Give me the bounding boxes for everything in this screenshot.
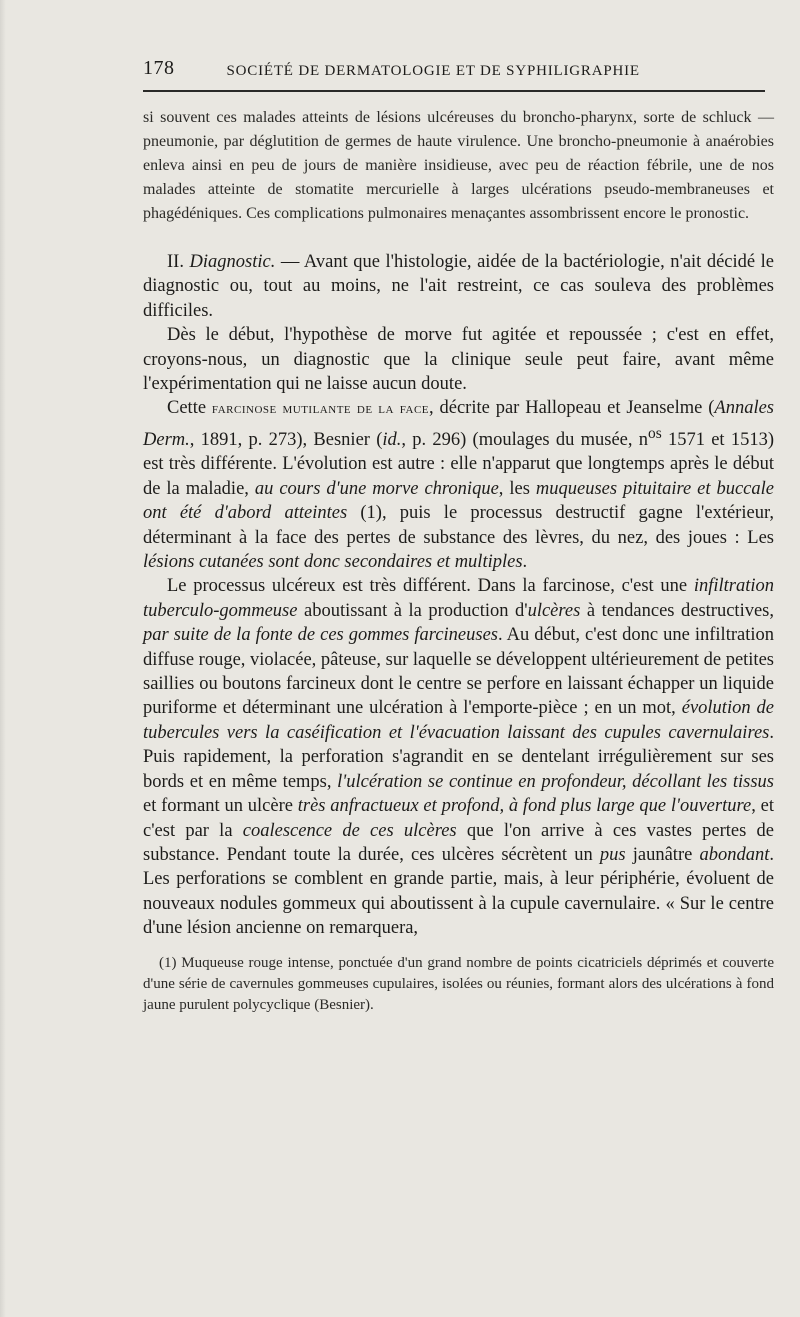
small-caps-term: farcinose mutilante de la face: [211, 400, 430, 418]
italic-phrase: infiltration tuberculo-gommeuse: [143, 576, 774, 621]
italic-phrase: très anfractueux et profond, à fond plus large que l'ouverture: [297, 796, 752, 817]
intro-paragraph: si souvent ces malades atteints de lésions ulcéreuses du broncho-pharynx, sorte de schluck — pneumonie, par déglutition de germes de haute virulence. Une broncho-pneumonie à anaérobies enleva ainsi en peu de jours de manière insidieuse, avec peu de réaction fébrile, une de nos malades atteinte de stomatite mercurielle à larges ulcérations pseudo-membraneuses et phagédéniques. Ces complications pulmonaires menaçantes assombrissent encore le pronostic.: [143, 109, 774, 222]
section-title: Diagnostic.: [189, 252, 276, 272]
italic-phrase: pus: [599, 844, 626, 865]
italic-phrase: par suite de la fonte de ces gommes farcineuses: [143, 625, 498, 646]
text-run: , et c'est par la: [143, 796, 774, 841]
text-run: (1), puis le processus destructif gagne l'extérieur, déterminant à la face des pertes de substance des lèvres, du nez, des joues : Les: [143, 503, 774, 548]
text-run: , les: [498, 478, 536, 499]
italic-phrase: évolution de tubercules vers la caséification et l'évacuation laissant des cupules cavernulaires: [143, 698, 774, 743]
text-run: et formant un ulcère: [143, 796, 298, 817]
section-number: II.: [167, 252, 184, 272]
text-run: aboutissant à la production d': [297, 600, 528, 621]
paragraph-des-le-debut: Dès le début, l'hypothèse de morve fut agitée et repoussée ; c'est en effet, croyons-nous, un diagnostic que la clinique seule peut faire, avant même l'expérimentation qui ne laisse aucun doute.: [143, 325, 774, 395]
text-run: . Les perforations se comblent en grande partie, mais, à leur périphérie, évoluent de nouveaux nodules gommeux qui aboutissent à la cupule cavernulaire. « Sur le centre d'une lésion ancienne on remarquera,: [143, 844, 774, 939]
italic-phrase: abondant: [699, 844, 770, 865]
italic-phrase: coalescence de ces ulcères: [242, 820, 457, 841]
citation-journal: Annales Derm.: [143, 398, 774, 450]
page-number: 178: [143, 57, 175, 79]
italic-phrase: ulcères: [527, 600, 581, 621]
page-header: [143, 50, 774, 80]
text-run: 1571 et 1513) est très différente. L'évolution est autre : elle n'apparut que longtemps après le début de la maladie,: [143, 430, 774, 499]
text-run: jaunâtre: [625, 844, 700, 865]
italic-phrase: l'ulcération se continue en profondeur, décollant les tissus: [337, 771, 774, 792]
italic-phrase: au cours d'une morve chronique: [254, 478, 499, 499]
text-run: à tendances destructives,: [580, 600, 774, 621]
section-lead: — Avant que l'histologie, aidée de la bactériologie, n'ait décidé le diagnostic ou, tout au moins, ne l'ait restreint, ce cas souleva des problèmes difficiles.: [143, 252, 775, 321]
text-run: que l'on arrive à ces vastes pertes de substance. Pendant toute la durée, ces ulcères sécrètent un: [143, 820, 774, 865]
header-rule: [143, 90, 765, 92]
text-run: Cette: [167, 398, 212, 419]
text-run: , p. 296) (moulages du musée, n: [401, 430, 649, 450]
italic-phrase: muqueuses pituitaire et buccale ont été d'abord atteintes: [143, 478, 774, 524]
text-run: Le processus ulcéreux est très différent. Dans la farcinose, c'est une: [167, 576, 694, 597]
text-run: , 1891, p. 273), Besnier (: [189, 430, 383, 450]
section-diagnostic-paragraph: [143, 250, 774, 323]
text-run: . Au début, c'est donc une infiltration diffuse rouge, violacée, pâteuse, sur laquelle se développent ultérieurement de petites saillies ou boutons farcineux dont le centre se perfore en laissant échapper un liquide puriforme et déterminant une ulcération à l'emporte-pièce ; en un mot,: [143, 625, 774, 719]
paragraph-processus: [143, 574, 774, 940]
paragraph-farcinose: [143, 396, 774, 574]
text-run: . Puis rapidement, la perforation s'agrandit en se dentelant irrégulièrement sur ses bords et en même temps,: [143, 722, 774, 792]
citation-ibid: id.: [382, 430, 402, 450]
italic-phrase: lésions cutanées sont donc secondaires et multiples: [143, 552, 523, 573]
superscript: os: [648, 424, 662, 442]
text-run: , décrite par Hallopeau et Jeanselme (: [429, 398, 715, 419]
text-run: .: [522, 552, 528, 573]
running-title: SOCIÉTÉ DE DERMATOLOGIE ET DE SYPHILIGRAPHIE: [226, 63, 640, 79]
footnote: (1) Muqueuse rouge intense, ponctuée d'un grand nombre de points cicatriciels déprimés et couverte d'une série de cavernules gommeuses cupulaires, isolées ou réunies, formant alors des ulcérations à fond jaune purulent polycyclique (Besnier).: [143, 954, 774, 1013]
